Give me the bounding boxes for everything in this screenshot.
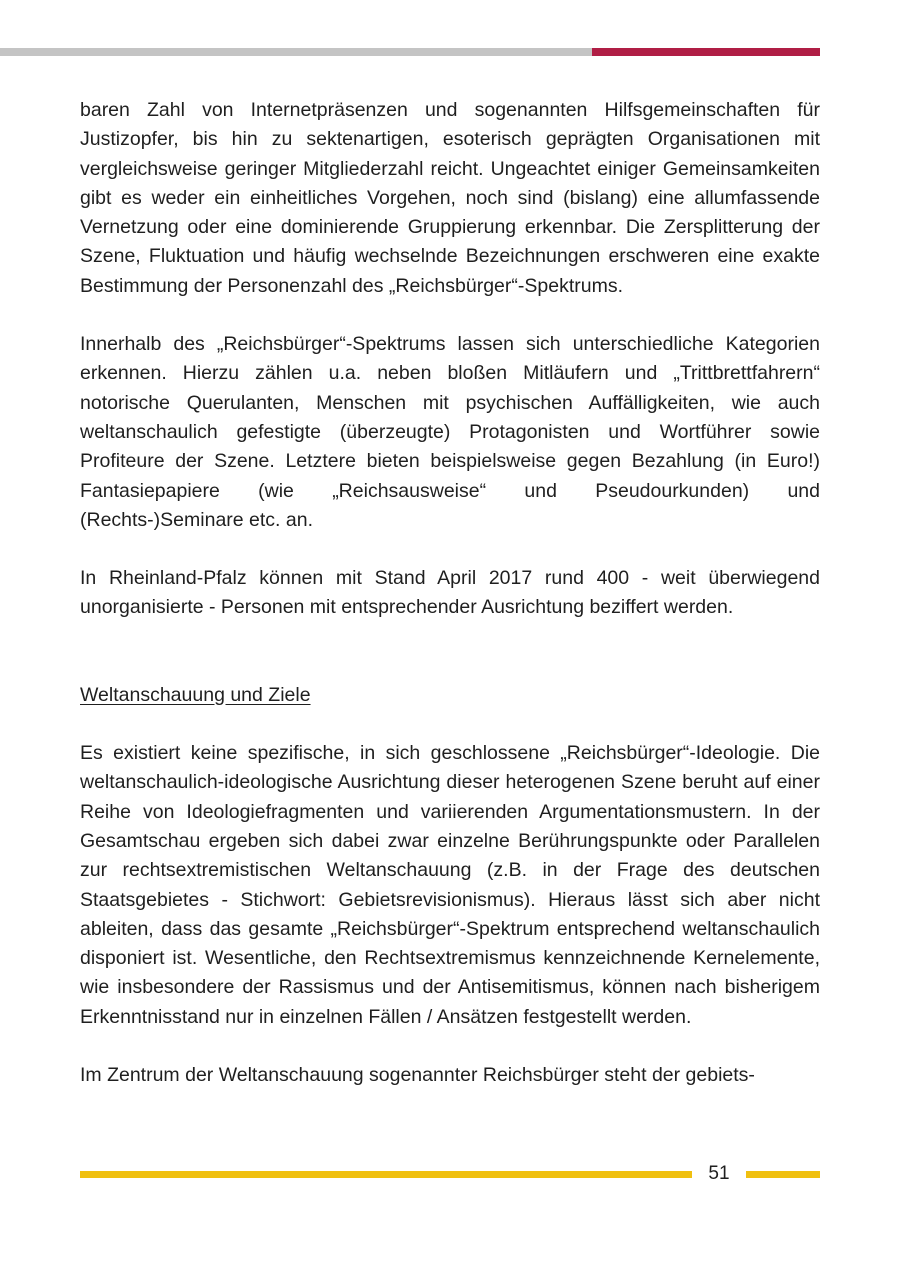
- paragraph-intro-2: Innerhalb des „Reichsbürger“-Spektrums lassen sich unterschiedliche Kategorien erkennen. Hierzu zählen u.a. neben bloßen Mitläufern und „Trittbrettfahrern“ notorische Querulanten, Menschen mit psychischen Auffälligkeiten, wie auch weltanschaulich gefestigte (überzeugte) Protagonisten und Wortführer sowie Profiteure der Szene. Letztere bieten beispielsweise gegen Bezahlung (in Euro!) Fantasiepapiere (wie „Reichsausweise“ und Pseudourkunden) und (Rechts-)Seminare etc. an.: [80, 333, 820, 531]
- section-heading: Weltanschauung und Ziele: [80, 683, 311, 706]
- footer-rule-right: [746, 1171, 820, 1178]
- paragraph-section-2: Im Zentrum der Weltanschauung sogenannter Reichsbürger steht der gebiets-: [80, 1064, 755, 1087]
- header-rule-gray: [0, 48, 592, 56]
- paragraph-intro-3: In Rheinland-Pfalz können mit Stand April 2017 rund 400 - weit überwiegend unorganisierte - Personen mit entsprechender Ausrichtung beziffert werden.: [80, 567, 820, 619]
- paragraph-intro-1: baren Zahl von Internetpräsenzen und sogenannten Hilfsgemeinschaften für Justizopfer, bis hin zu sektenartigen, esoterisch geprägten Organisationen mit vergleichsweise geringer Mitgliederzahl reicht. Ungeachtet einiger Gemeinsamkeiten gibt es weder ein einheitliches Vorgehen, noch sind (bislang) eine allumfassende Vernetzung oder eine dominierende Gruppierung erkennbar. Die Zersplitterung der Szene, Fluktuation und häufig wechselnde Bezeichnungen erschweren eine exakte Bestimmung der Personenzahl des „Reichsbürger“-Spektrums.: [80, 99, 820, 297]
- paragraph-section-1: Es existiert keine spezifische, in sich geschlossene „Reichsbürger“-Ideologie. Die weltanschaulich-ideologische Ausrichtung dieser heterogenen Szene beruht auf einer Reihe von Ideologiefragmenten und variierenden Argumentationsmustern. In der Gesamtschau ergeben sich dabei zwar einzelne Berührungspunkte oder Parallelen zur rechtsextremistischen Weltanschauung (z.B. in der Frage des deutschen Staatsgebietes - Stichwort: Gebietsrevisionismus). Hieraus lässt sich aber nicht ableiten, dass das gesamte „Reichsbürger“-Spektrum entsprechend weltanschaulich disponiert ist. Wesentliche, den Rechtsextremismus kennzeichnende Kernelemente, wie insbesondere der Rassismus und der Antisemitismus, können nach bisherigem Erkenntnisstand nur in einzelnen Fällen / Ansätzen festgestellt werden.: [80, 742, 820, 1028]
- page-body: [80, 96, 820, 1090]
- footer-rule-left: [80, 1171, 692, 1178]
- page-number: 51: [708, 1163, 730, 1184]
- header-rule-accent: [592, 48, 820, 56]
